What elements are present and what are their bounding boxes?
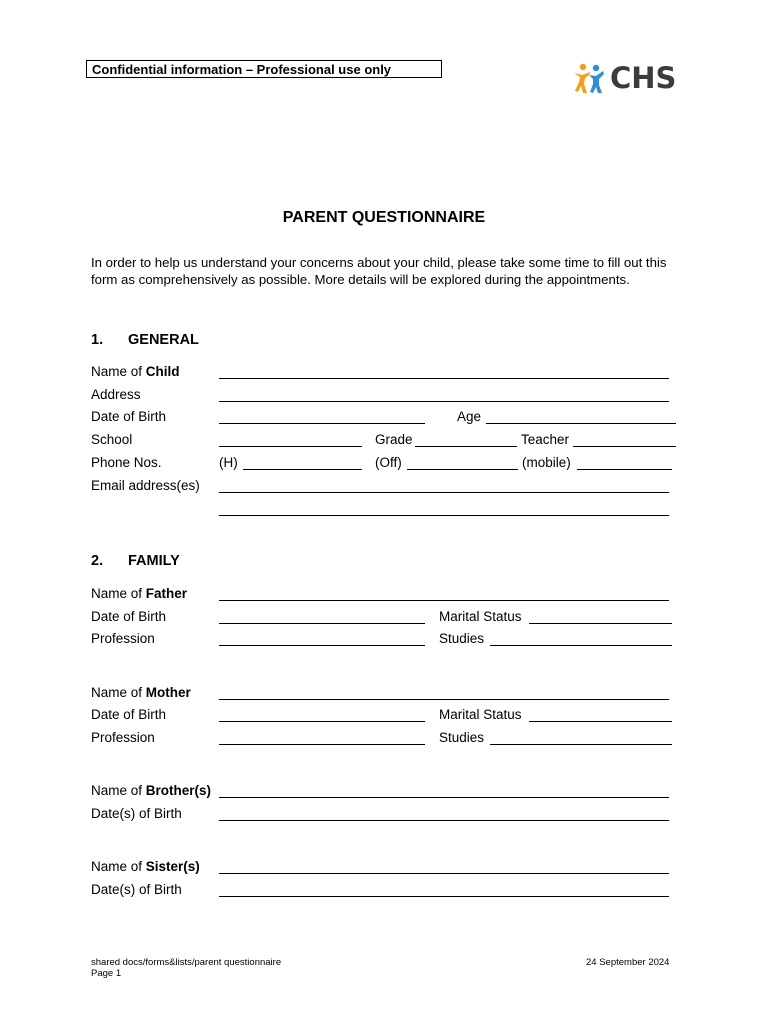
email-line-2 (219, 515, 669, 516)
father-marital-label: Marital Status (439, 609, 522, 624)
brothers-dob-label: Date(s) of Birth (91, 806, 182, 821)
phone-mobile-line (577, 469, 672, 470)
child-name-line (219, 378, 669, 379)
father-studies-line (490, 645, 672, 646)
father-name-label: Name of Father (91, 586, 188, 601)
mother-profession-line (219, 744, 425, 745)
father-profession-line (219, 645, 425, 646)
intro-paragraph: In order to help us understand your concerns about your child, please take some time to fill out this form as comprehensively as possible. More details will be explored during the appointments. (91, 255, 667, 287)
section-general-heading (91, 332, 199, 348)
school-line (219, 446, 362, 447)
mother-studies-label: Studies (439, 730, 485, 745)
email-label: Email address(es) (91, 478, 200, 493)
brothers-name-line (219, 797, 669, 798)
grade-line (415, 446, 517, 447)
section-title: GENERAL (128, 332, 199, 348)
page-title: PARENT QUESTIONNAIRE (282, 209, 486, 226)
child-name-label: Name of Child (91, 364, 180, 379)
address-label: Address (91, 387, 141, 402)
age-label: Age (457, 409, 482, 424)
phone-office-line (407, 469, 518, 470)
section-number: 1. (91, 332, 104, 348)
father-dob-line (219, 623, 425, 624)
child-dob-label: Date of Birth (91, 409, 167, 424)
mother-marital-label: Marital Status (439, 707, 522, 722)
child-dob-line (219, 423, 425, 424)
mother-dob-line (219, 721, 425, 722)
mother-dob-label: Date of Birth (91, 707, 167, 722)
teacher-line (573, 446, 676, 447)
brothers-dob-line (219, 820, 669, 821)
phone-home-label: (H) (219, 455, 238, 470)
brothers-name-label: Name of Brother(s) (91, 783, 212, 798)
footer-date: 24 September 2024 (586, 957, 670, 968)
section-number: 2. (91, 553, 104, 569)
age-line (486, 423, 676, 424)
people-logo-icon (572, 62, 608, 96)
sisters-name-line (219, 873, 669, 874)
father-profession-label: Profession (91, 631, 155, 646)
footer-page-number: Page 1 (91, 968, 122, 979)
phone-label: Phone Nos. (91, 455, 162, 470)
email-line (219, 492, 669, 493)
mother-studies-line (490, 744, 672, 745)
father-name-line (219, 600, 669, 601)
logo-text: CHS (610, 61, 677, 95)
footer-path: shared docs/forms&lists/parent questionnaire (91, 957, 282, 968)
mother-name-line (219, 699, 669, 700)
mother-profession-label: Profession (91, 730, 155, 745)
mother-name-label: Name of Mother (91, 685, 191, 700)
address-line (219, 401, 669, 402)
section-title: FAMILY (128, 553, 180, 569)
phone-mobile-label: (mobile) (522, 455, 571, 470)
father-studies-label: Studies (439, 631, 485, 646)
section-family-heading (91, 553, 180, 569)
sisters-dob-label: Date(s) of Birth (91, 882, 182, 897)
school-label: School (91, 432, 133, 447)
father-dob-label: Date of Birth (91, 609, 167, 624)
father-marital-line (529, 623, 672, 624)
phone-office-label: (Off) (375, 455, 402, 470)
sisters-name-label: Name of Sister(s) (91, 859, 200, 874)
teacher-label: Teacher (521, 432, 570, 447)
sisters-dob-line (219, 896, 669, 897)
confidential-notice: Confidential information – Professional use only (86, 60, 442, 78)
phone-home-line (243, 469, 362, 470)
chs-logo (572, 62, 682, 96)
mother-marital-line (529, 721, 672, 722)
grade-label: Grade (375, 432, 413, 447)
